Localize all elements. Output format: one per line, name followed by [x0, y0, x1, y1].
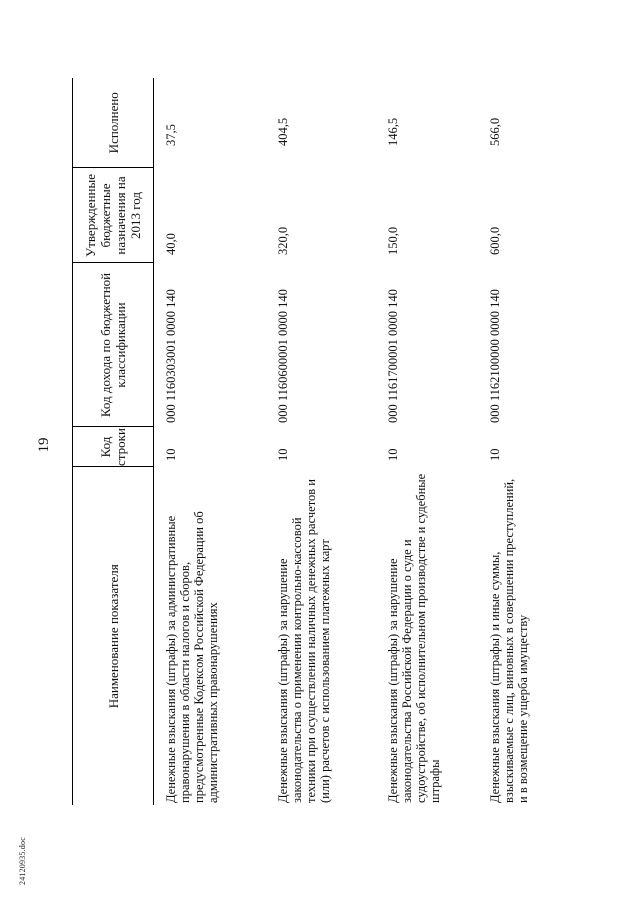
row-plan: 150,0: [386, 226, 400, 255]
row-name: Денежные взыскания (штрафы) и иные суммы, взыскиваемые с лиц, виновных в совершении преступлений, и в возмещение ущерба имуществу: [488, 478, 530, 803]
header-name: Наименование показателя: [73, 467, 154, 805]
row-code: 10: [386, 448, 400, 461]
header-exec: Исполнено: [73, 78, 154, 168]
row-name: Денежные взыскания (штрафы) за административные правонарушения в области налогов и сборов, предусмотренные Кодексом Российской Федерации об административных правонарушениях: [164, 511, 220, 803]
page-number: 19: [36, 437, 52, 453]
table-row: [154, 78, 267, 805]
row-exec: 37,5: [164, 124, 178, 146]
row-name: Денежные взыскания (штрафы) за нарушение законодательства Российской Федерации о суде и судоустройстве, об исполнительном производстве и судебные штрафы: [386, 473, 442, 803]
row-code: 10: [488, 448, 502, 461]
footer-file-code: 24120935.doc: [18, 837, 27, 885]
header-code: Код строки: [73, 427, 154, 467]
row-plan: 320,0: [276, 226, 290, 255]
header-kbk: Код дохода по бюджетной классификации: [73, 263, 154, 427]
row-name: Денежные взыскания (штрафы) за нарушение законодательства о применении контрольно-кассовой техники при осуществлении наличных денежных расчетов и (или) расчетов с использованием платежных карт: [276, 479, 332, 803]
row-kbk: 000 1160303001 0000 140: [164, 289, 178, 423]
income-table: [72, 78, 584, 805]
table-row: [478, 78, 584, 805]
row-plan: 40,0: [164, 233, 178, 255]
row-plan: 600,0: [488, 226, 502, 255]
row-exec: 566,0: [488, 117, 502, 146]
header-plan: Утвержденные бюджетные назначения на 2013 год: [73, 168, 154, 263]
table-row: [266, 78, 376, 805]
row-code: 10: [164, 448, 178, 461]
row-exec: 404,5: [276, 117, 290, 146]
row-kbk: 000 1161700001 0000 140: [386, 289, 400, 423]
row-kbk: 000 1162100000 0000 140: [488, 289, 502, 423]
row-code: 10: [276, 448, 290, 461]
table-header: [73, 78, 154, 805]
row-exec: 146,5: [386, 117, 400, 146]
row-kbk: 000 1160600001 0000 140: [276, 289, 290, 423]
table-row: [376, 78, 478, 805]
